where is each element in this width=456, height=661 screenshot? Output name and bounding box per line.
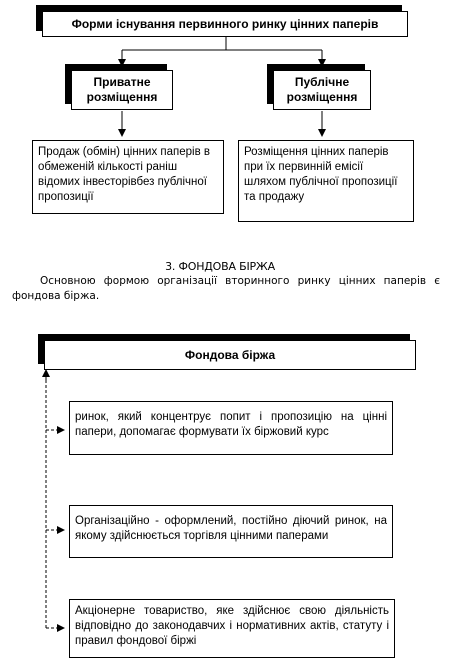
stock-exchange-title-text: Фондова біржа: [184, 348, 276, 362]
definition-text-1: ринок, який концентрує попит і пропозицію на цінні папери, допомагає формувати їх біржовий курс: [75, 411, 387, 438]
public-placement-label: Публічне розміщення: [286, 75, 358, 104]
definition-text-3: Акціонерне товариство, яке здійснює свою діяльність відповідно до законодавчих і нормативних актів, статуту і правил фондової біржі: [75, 605, 389, 647]
private-placement-description-text: Продаж (обмін) цінних паперів в обмеженій кількості раніш відомих інвесторівбез публічної пропозиції: [38, 146, 211, 203]
section-paragraph-text: Основною формою організації вторинного ринку цінних паперів є фондова біржа.: [12, 275, 440, 302]
definition-text-2: Організаційно - оформлений, постійно діючий ринок, на якому здійснюється торгівля цінними паперами: [75, 515, 387, 542]
public-placement-description: [238, 140, 414, 222]
definition-box-1: [69, 401, 393, 455]
definition-box-3: [69, 599, 395, 658]
private-placement-box: [71, 70, 173, 110]
public-placement-box: [273, 70, 371, 110]
stock-exchange-title: [44, 340, 416, 370]
primary-market-title: [42, 11, 408, 37]
private-placement-description: [32, 140, 224, 214]
primary-market-title-text: Форми існування первинного ринку цінних паперів: [71, 17, 379, 31]
section-paragraph: [12, 274, 440, 304]
public-placement-description-text: Розміщення цінних паперів при їх первинній емісії шляхом публічної пропозиції та продажу: [244, 146, 398, 203]
definition-box-2: [69, 505, 393, 558]
private-placement-label: Приватне розміщення: [86, 75, 158, 104]
section-heading: 3. ФОНДОВА БІРЖА: [165, 260, 275, 273]
